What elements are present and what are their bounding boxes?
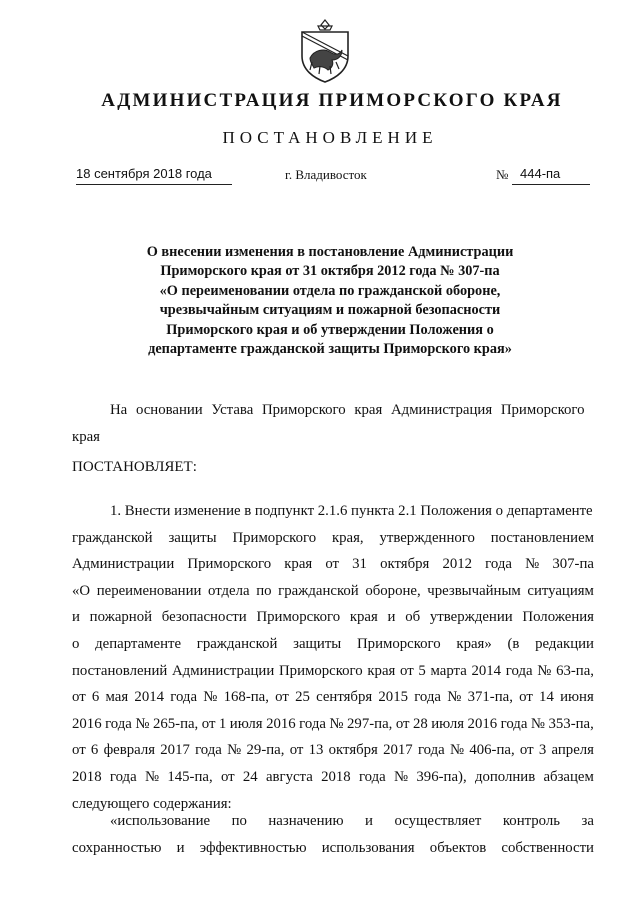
word: 63-па, bbox=[556, 662, 594, 679]
word: июня bbox=[560, 689, 594, 706]
body-line bbox=[72, 764, 594, 791]
word: ситуациям bbox=[527, 582, 594, 599]
paragraph-2 bbox=[72, 808, 594, 861]
word: от bbox=[325, 556, 340, 573]
word: об bbox=[405, 609, 421, 626]
word: года bbox=[500, 715, 528, 732]
word: защиты bbox=[168, 529, 217, 546]
word: по bbox=[256, 582, 272, 599]
word: от bbox=[72, 742, 86, 759]
word: утвержденного bbox=[379, 529, 475, 546]
word: постановлений bbox=[72, 662, 168, 679]
word: пожарной bbox=[89, 609, 153, 626]
word: Приморского bbox=[256, 609, 341, 626]
body-line bbox=[72, 711, 594, 738]
word: сохранностью bbox=[72, 839, 162, 856]
word: постановлением bbox=[490, 529, 594, 546]
word: 2012 bbox=[442, 556, 473, 573]
word: 145-па, bbox=[167, 768, 213, 785]
body-line bbox=[72, 835, 594, 862]
word: 24 bbox=[242, 768, 258, 785]
word: № bbox=[530, 715, 546, 732]
word: апреля bbox=[551, 742, 594, 759]
word: контроль bbox=[502, 813, 561, 829]
date-underline bbox=[76, 184, 232, 185]
subject-line: чрезвычайным ситуациям и пожарной безопасности bbox=[159, 302, 501, 319]
word: 307-па bbox=[552, 556, 594, 573]
word: от bbox=[519, 742, 534, 759]
word: 2018 bbox=[321, 768, 351, 785]
word: Приморского bbox=[356, 635, 441, 652]
word: гражданской bbox=[196, 635, 278, 652]
word: Приморского bbox=[187, 556, 272, 573]
subject-line: департаменте гражданской защиты Приморского края» bbox=[148, 341, 512, 358]
word: 2018 bbox=[72, 768, 102, 785]
body-line: края bbox=[72, 428, 100, 445]
word: утверждении bbox=[429, 609, 513, 626]
word: от bbox=[220, 768, 235, 785]
word: 25 bbox=[295, 689, 310, 706]
word: от bbox=[275, 689, 289, 706]
word: 2016 bbox=[467, 715, 498, 732]
word: абзацем bbox=[543, 768, 594, 785]
word: года bbox=[299, 715, 326, 732]
word: от bbox=[289, 742, 304, 759]
word: 3 bbox=[538, 742, 547, 759]
word: октября bbox=[380, 556, 430, 573]
word: № bbox=[135, 715, 150, 732]
word: чрезвычайным bbox=[427, 582, 521, 599]
coat-of-arms-emblem bbox=[296, 18, 354, 84]
word: 2014 bbox=[471, 662, 502, 679]
word: 28 bbox=[412, 715, 428, 732]
word: 168-па, bbox=[223, 689, 269, 706]
word: № bbox=[537, 662, 552, 679]
body-line: 1. Внести изменение в подпункт 2.1.6 пункта 2.1 Положения о департаменте bbox=[110, 503, 593, 519]
word: 5 bbox=[418, 662, 426, 679]
document-date: 18 сентября 2018 года bbox=[76, 166, 212, 181]
word: 2015 bbox=[378, 689, 408, 706]
word: и bbox=[176, 839, 185, 856]
word: 2016 bbox=[266, 715, 296, 732]
word: объектов bbox=[429, 839, 487, 856]
word: № bbox=[525, 556, 540, 573]
document-number: 444-па bbox=[520, 166, 561, 181]
word: августа bbox=[265, 768, 313, 785]
word: «использование bbox=[110, 813, 211, 829]
word: Положения bbox=[522, 609, 594, 626]
word: края» bbox=[456, 635, 492, 652]
word: Приморского bbox=[278, 662, 363, 679]
paragraph-1 bbox=[72, 498, 594, 817]
word: обороне, bbox=[365, 582, 421, 599]
word: края bbox=[367, 662, 396, 679]
word: 265-па, bbox=[152, 715, 199, 732]
word: от bbox=[72, 689, 86, 706]
word: назначению bbox=[268, 813, 344, 829]
word: 2014 bbox=[134, 689, 165, 706]
word: года bbox=[195, 742, 222, 759]
word: № bbox=[203, 689, 218, 706]
word: Приморского bbox=[232, 529, 317, 546]
word: 6 bbox=[91, 689, 100, 706]
subject-line: Приморского края от 31 октября 2012 года № 307-па bbox=[160, 263, 500, 280]
word: мая bbox=[105, 689, 129, 706]
word: за bbox=[581, 813, 594, 829]
word: 31 bbox=[352, 556, 367, 573]
number-underline bbox=[512, 184, 590, 185]
word: и bbox=[387, 609, 396, 626]
document-subject bbox=[120, 243, 540, 359]
basis-paragraph bbox=[72, 397, 594, 450]
word: 1 bbox=[218, 715, 227, 732]
body-line: На основании Устава Приморского края Администрация Приморского bbox=[110, 402, 585, 418]
word: 406-па, bbox=[469, 742, 515, 759]
word: Администрации bbox=[72, 556, 175, 573]
word: года bbox=[414, 689, 441, 706]
word: сентября bbox=[316, 689, 373, 706]
word: редакции bbox=[535, 635, 594, 652]
word: гражданской bbox=[72, 529, 153, 546]
word: 297-па, bbox=[347, 715, 393, 732]
word: края bbox=[349, 609, 378, 626]
word: № bbox=[447, 689, 462, 706]
subject-line: Приморского края и об утверждении Положения о bbox=[166, 321, 494, 338]
word: отдела bbox=[208, 582, 250, 599]
word: департаменте bbox=[95, 635, 182, 652]
word: № bbox=[144, 768, 160, 785]
word: июля bbox=[431, 715, 465, 732]
word: эффективностью bbox=[199, 839, 307, 856]
body-line bbox=[72, 578, 594, 605]
word: от bbox=[201, 715, 216, 732]
word: октября bbox=[328, 742, 378, 759]
document-meta-row bbox=[0, 166, 640, 188]
word: июля bbox=[229, 715, 263, 732]
body-line bbox=[72, 604, 594, 631]
word: использования bbox=[321, 839, 415, 856]
word: марта bbox=[430, 662, 467, 679]
word: 2016 bbox=[72, 715, 102, 732]
word: года bbox=[358, 768, 386, 785]
word: 29-па, bbox=[246, 742, 285, 759]
decree-word: ПОСТАНОВЛЯЕТ: bbox=[72, 459, 197, 475]
word: № bbox=[449, 742, 465, 759]
word: и bbox=[72, 609, 80, 626]
word: Администрации bbox=[172, 662, 275, 679]
word: дополнив bbox=[474, 768, 536, 785]
word: защиты bbox=[293, 635, 342, 652]
word: от bbox=[400, 662, 414, 679]
word: 2017 bbox=[160, 742, 190, 759]
word: 371-па, bbox=[467, 689, 513, 706]
word: «О bbox=[72, 582, 91, 599]
coat-of-arms-icon bbox=[296, 18, 354, 84]
word: 6 bbox=[90, 742, 99, 759]
word: года bbox=[105, 715, 132, 732]
body-line bbox=[72, 808, 594, 835]
body-line bbox=[72, 737, 594, 764]
document-type: ПОСТАНОВЛЕНИЕ bbox=[222, 128, 438, 147]
word: февраля bbox=[103, 742, 156, 759]
subject-line: «О переименовании отдела по гражданской обороне, bbox=[159, 282, 501, 299]
body-line bbox=[72, 658, 594, 685]
word: 14 bbox=[539, 689, 554, 706]
word: (в bbox=[507, 635, 520, 652]
word: безопасности bbox=[161, 609, 247, 626]
body-line bbox=[72, 551, 594, 578]
word: № bbox=[394, 768, 409, 785]
body-line bbox=[72, 631, 594, 658]
word: края, bbox=[331, 529, 364, 546]
word: 353-па, bbox=[548, 715, 594, 732]
word: по bbox=[231, 813, 247, 829]
word: № bbox=[227, 742, 242, 759]
word: от bbox=[519, 689, 533, 706]
word: осуществляет bbox=[394, 813, 482, 829]
organization-title: АДМИНИСТРАЦИЯ ПРИМОРСКОГО КРАЯ bbox=[101, 90, 563, 111]
word: года bbox=[417, 742, 445, 759]
body-line bbox=[72, 525, 594, 552]
word: края bbox=[284, 556, 313, 573]
word: и bbox=[365, 813, 373, 829]
number-sign: № bbox=[496, 167, 509, 182]
word: 13 bbox=[308, 742, 324, 759]
word: года bbox=[505, 662, 533, 679]
word: переименовании bbox=[96, 582, 202, 599]
subject-line: О внесении изменения в постановление Администрации bbox=[146, 244, 514, 260]
body-line bbox=[72, 684, 594, 711]
word: о bbox=[72, 635, 80, 652]
word: года bbox=[485, 556, 512, 573]
word: от bbox=[395, 715, 410, 732]
document-city: г. Владивосток bbox=[285, 167, 367, 182]
word: года bbox=[109, 768, 137, 785]
word: собственности bbox=[501, 839, 594, 856]
word: 396-па), bbox=[416, 768, 467, 785]
word: гражданской bbox=[278, 582, 359, 599]
word: 2017 bbox=[383, 742, 413, 759]
word: года bbox=[170, 689, 198, 706]
word: № bbox=[329, 715, 344, 732]
body-line: следующего содержания: bbox=[72, 795, 232, 812]
